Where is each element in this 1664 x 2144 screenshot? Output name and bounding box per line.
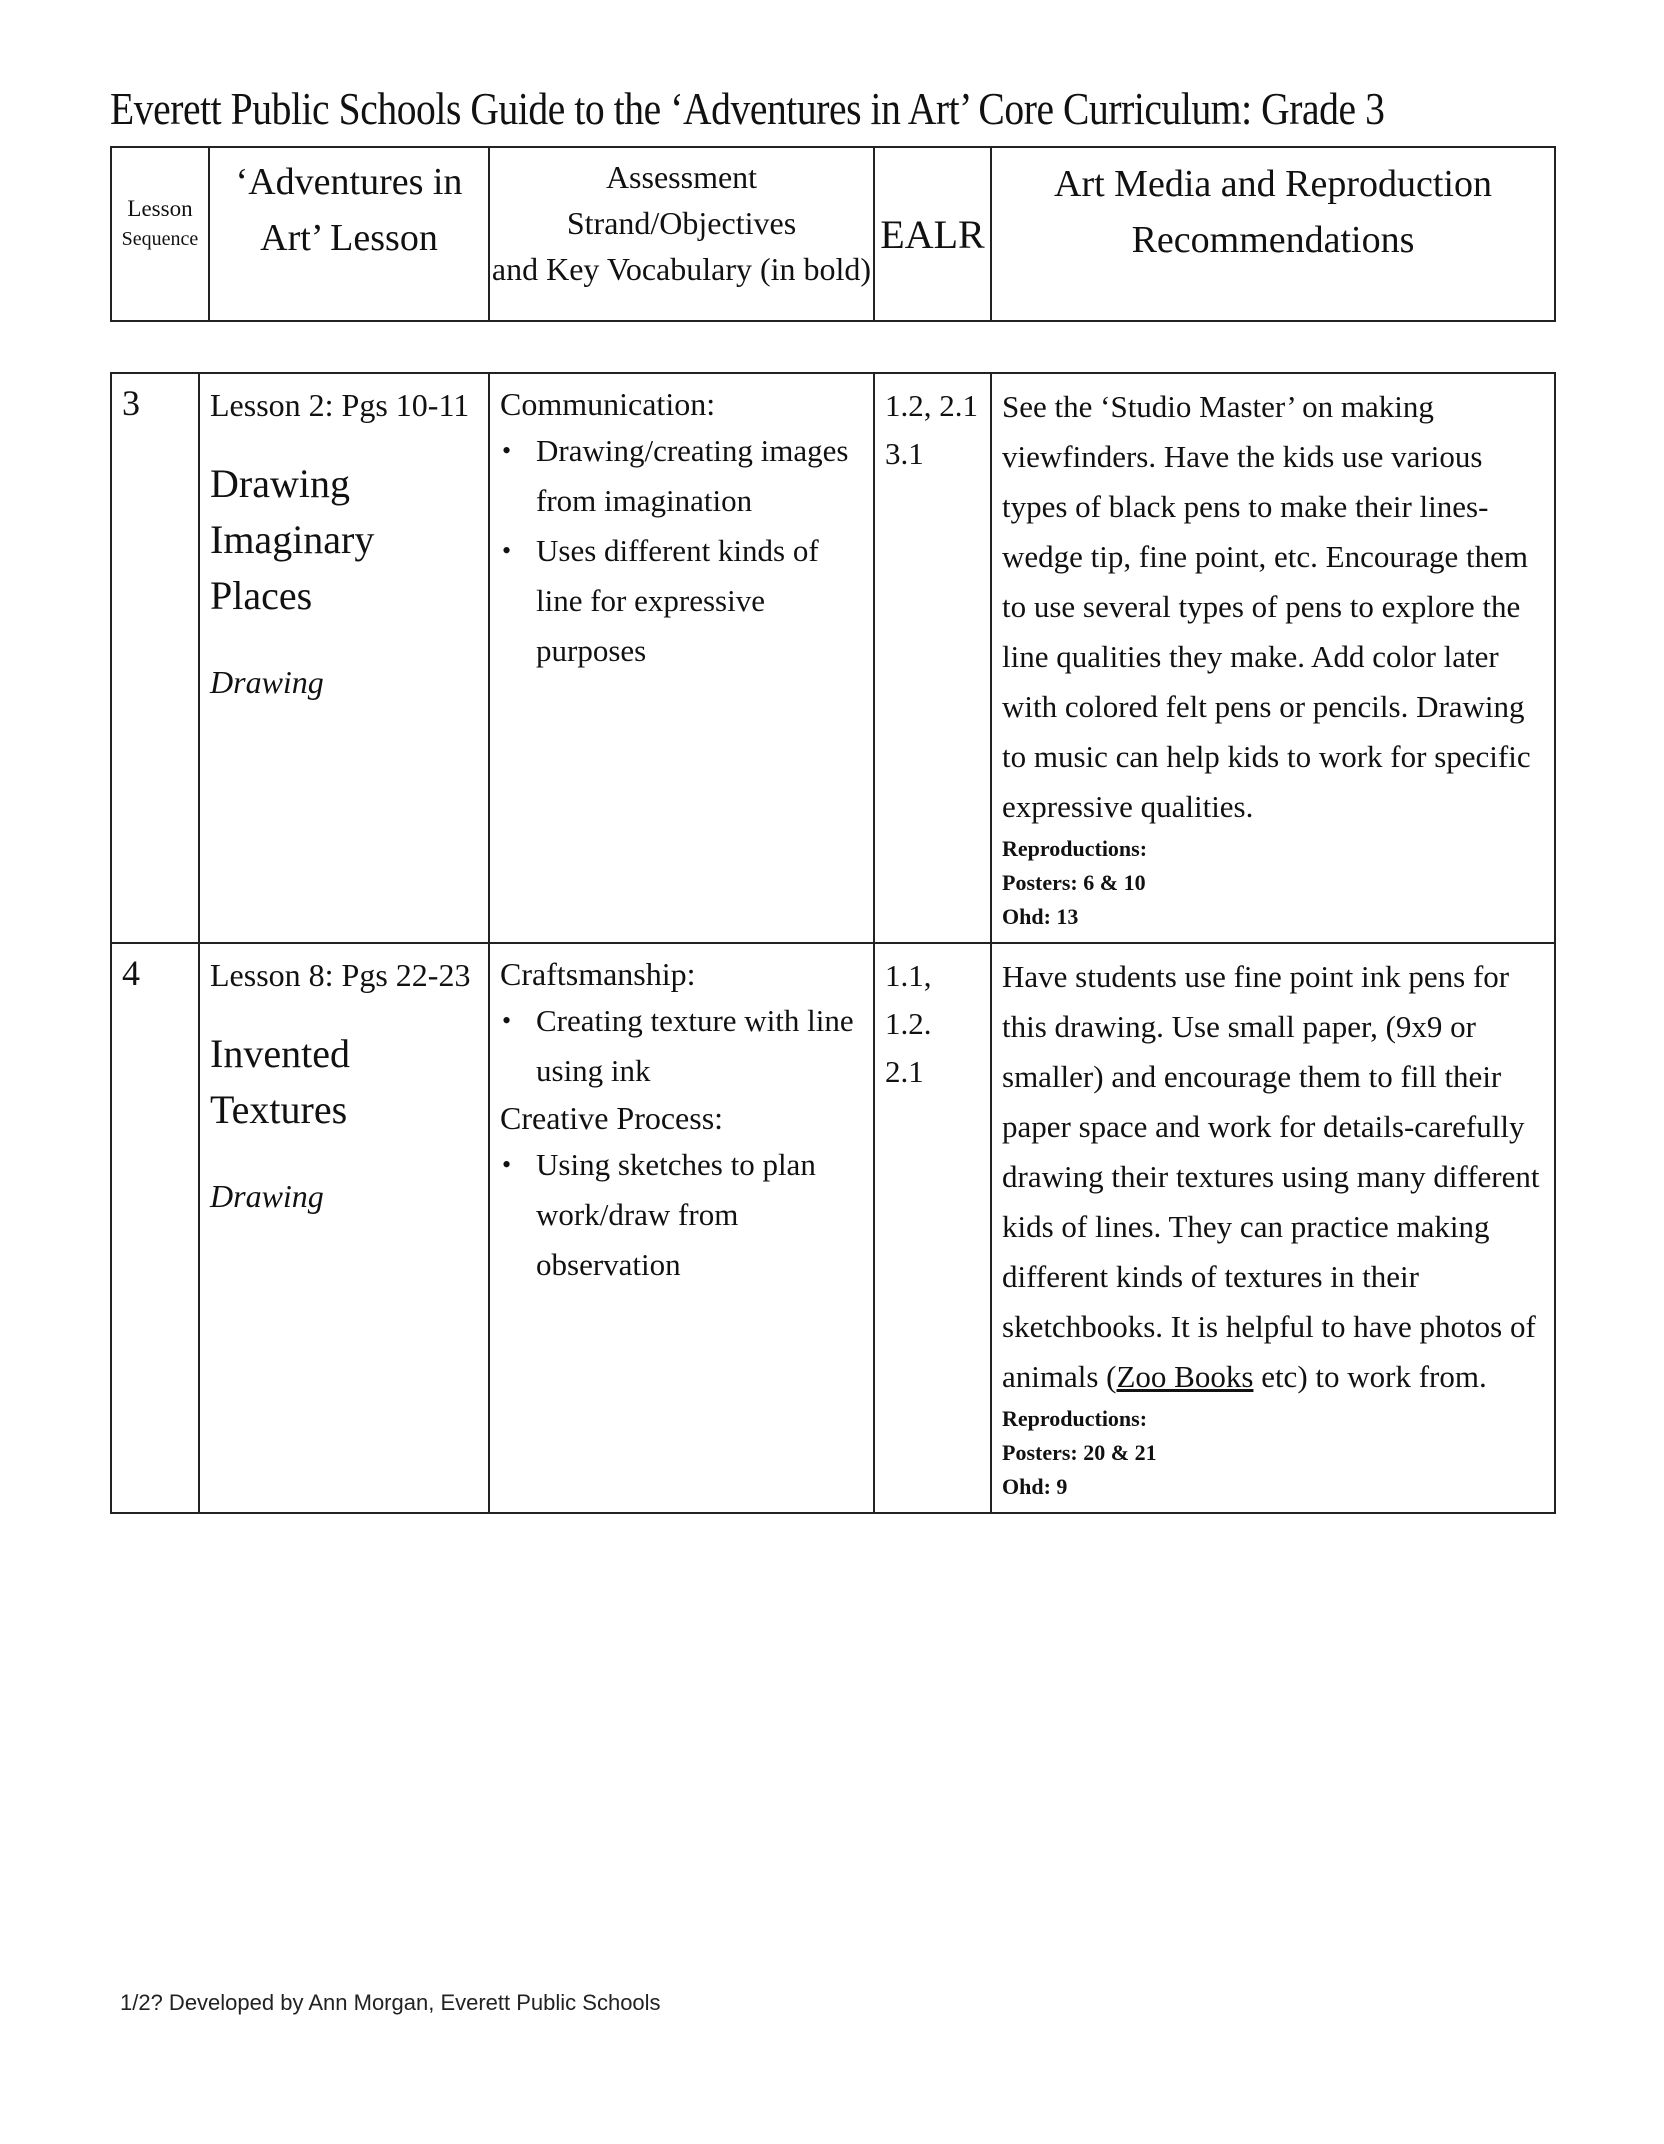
strand-name: Communication: (500, 386, 716, 422)
row-media (991, 373, 1555, 943)
header-assessment-line2: and Key Vocabulary (in bold) (491, 251, 872, 287)
page-title: Everett Public Schools Guide to the ‘Adventures in Art’ Core Curriculum: Grade 3 (110, 83, 1385, 134)
header-table (110, 146, 1556, 322)
list-item: • Drawing/creating images from imagination (536, 426, 863, 526)
table-row (111, 943, 1555, 1513)
reproductions-label: Reproductions: (1002, 836, 1148, 861)
ohd: Ohd: 9 (1002, 1474, 1068, 1499)
posters: Posters: 6 & 10 (1002, 870, 1146, 895)
row-assessment (489, 943, 874, 1513)
recommendation-post: etc) to work from. (1253, 1359, 1487, 1394)
ohd: Ohd: 13 (1002, 904, 1079, 929)
lesson-title: Drawing Imaginary Places (210, 461, 375, 618)
header-lesson (209, 147, 489, 321)
header-lesson-line1: ‘Adventures in (235, 161, 463, 203)
table-row (111, 373, 1555, 943)
header-media (991, 147, 1555, 321)
recommendation-text: See the ‘Studio Master’ on making viewfinders. Have the kids use various types of black pens to make their lines- wedge tip, fine point, etc. Encourage them to use several types of pens to explore the line qualities they make. Add color later with colored felt pens or pencils. Drawing to music can help kids to work for specific expressive qualities. (1002, 389, 1531, 824)
objective-list (500, 1140, 863, 1290)
row-sequence: 4 (111, 943, 199, 1513)
list-item: • Creating texture with line using ink (536, 996, 863, 1096)
lesson-title: Invented Textures (210, 1031, 350, 1132)
row-sequence: 3 (111, 373, 199, 943)
posters: Posters: 20 & 21 (1002, 1440, 1157, 1465)
lesson-ref: Lesson 2: Pgs 10-11 (210, 387, 470, 423)
ealr-line: 2.1 (885, 1054, 924, 1089)
list-item: • Uses different kinds of line for expressive purposes (536, 526, 863, 676)
lesson-media: Drawing (210, 1178, 324, 1214)
row-assessment (489, 373, 874, 943)
ealr-line: 1.1, 1.2. (885, 958, 932, 1041)
lessons-table (110, 372, 1556, 1514)
objective-list (500, 996, 863, 1096)
recommendation-text (1002, 952, 1544, 1402)
lesson-media: Drawing (210, 664, 324, 700)
header-sequence-line1: Lesson (127, 196, 193, 221)
zoo-books-ref: Zoo Books (1116, 1359, 1254, 1394)
footer-credit: 1/2? Developed by Ann Morgan, Everett Public Schools (120, 1990, 661, 2015)
reproductions-label: Reproductions: (1002, 1406, 1148, 1431)
row-lesson (199, 373, 489, 943)
lesson-ref: Lesson 8: Pgs 22-23 (210, 957, 471, 993)
ealr-line: 3.1 (885, 436, 924, 471)
ealr-line: 1.2, 2.1 (885, 388, 978, 423)
header-assessment (489, 147, 874, 321)
header-sequence-line2: Sequence (121, 228, 199, 250)
strand-name: Craftsmanship: (500, 956, 696, 992)
recommendation-pre: Have students use fine point ink pens for this drawing. Use small paper, (9x9 or smaller) and encourage them to fill their paper space and work for details-carefully drawing their textures using many different kids of lines. They can practice making different kinds of textures in their sketchbooks. It is helpful to have photos of animals ( (1002, 959, 1540, 1394)
row-lesson (199, 943, 489, 1513)
strand-name: Creative Process: (500, 1100, 724, 1136)
header-assessment-line1: Assessment Strand/Objectives (566, 159, 797, 241)
row-media (991, 943, 1555, 1513)
header-media-line1: Art Media and Reproduction (1054, 163, 1492, 205)
objective-list (500, 426, 863, 676)
header-ealr: EALR (874, 147, 991, 321)
header-lesson-line2: Art’ Lesson (260, 217, 438, 259)
header-sequence (111, 147, 209, 321)
row-ealr (874, 943, 991, 1513)
row-ealr (874, 373, 991, 943)
list-item: • Using sketches to plan work/draw from observation (536, 1140, 863, 1290)
header-media-line2: Recommendations (1131, 219, 1415, 261)
